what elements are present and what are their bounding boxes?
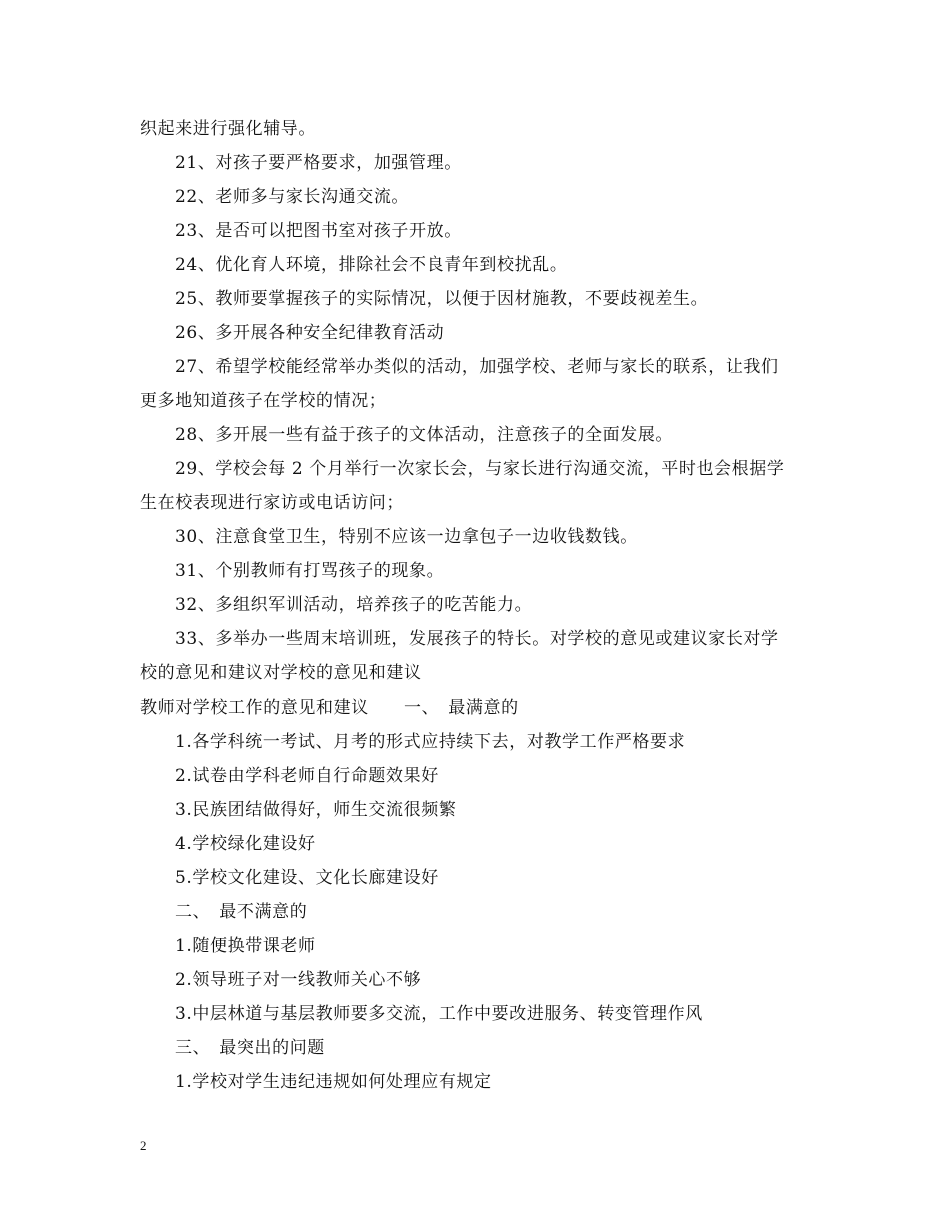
list-item: 1.学校对学生违纪违规如何处理应有规定 (175, 1072, 492, 1092)
list-item: 33、多举办一些周末培训班，发展孩子的特长。对学校的意见或建议家长对学 (175, 629, 779, 649)
list-item: 3.民族团结做得好，师生交流很频繁 (175, 800, 457, 820)
page-number: 2 (140, 1138, 147, 1153)
text-line: 更多地知道孩子在学校的情况； (140, 391, 387, 411)
list-item: 29、学校会每 2 个月举行一次家长会，与家长进行沟通交流，平时也会根据学 (175, 459, 785, 479)
list-item: 24、优化育人环境，排除社会不良青年到校扰乱。 (175, 255, 568, 275)
list-item: 1.各学科统一考试、月考的形式应持续下去，对教学工作严格要求 (175, 732, 686, 752)
list-item: 5.学校文化建设、文化长廊建设好 (175, 868, 439, 888)
list-item: 26、多开展各种安全纪律教育活动 (175, 323, 445, 343)
text-line: 校的意见和建议对学校的意见和建议 (140, 663, 422, 683)
text-line: 织起来进行强化辅导。 (140, 119, 316, 139)
list-item: 31、个别教师有打骂孩子的现象。 (175, 561, 445, 581)
list-item: 2.试卷由学科老师自行命题效果好 (175, 766, 439, 786)
list-item: 22、老师多与家长沟通交流。 (175, 187, 410, 207)
section-heading: 三、 最突出的问题 (175, 1038, 325, 1058)
list-item: 25、教师要掌握孩子的实际情况，以便于因材施教，不要歧视差生。 (175, 289, 709, 309)
text-line: 生在校表现进行家访或电话访问； (140, 493, 404, 513)
list-item: 28、多开展一些有益于孩子的文体活动，注意孩子的全面发展。 (175, 425, 674, 445)
list-item: 3.中层林道与基层教师要多交流，工作中要改进服务、转变管理作风 (175, 1004, 703, 1024)
list-item: 27、希望学校能经常举办类似的活动，加强学校、老师与家长的联系，让我们 (175, 357, 779, 377)
list-item: 23、是否可以把图书室对孩子开放。 (175, 221, 462, 241)
list-item: 32、多组织军训活动，培养孩子的吃苦能力。 (175, 595, 533, 615)
list-item: 4.学校绿化建设好 (175, 834, 316, 854)
section-heading: 二、 最不满意的 (175, 902, 308, 922)
list-item: 1.随便换带课老师 (175, 936, 316, 956)
list-item: 30、注意食堂卫生，特别不应该一边拿包子一边收钱数钱。 (175, 527, 638, 547)
list-item: 2.领导班子对一线教师关心不够 (175, 970, 422, 990)
list-item: 21、对孩子要严格要求，加强管理。 (175, 153, 462, 173)
section-heading: 教师对学校工作的意见和建议 一、 最满意的 (140, 698, 519, 718)
